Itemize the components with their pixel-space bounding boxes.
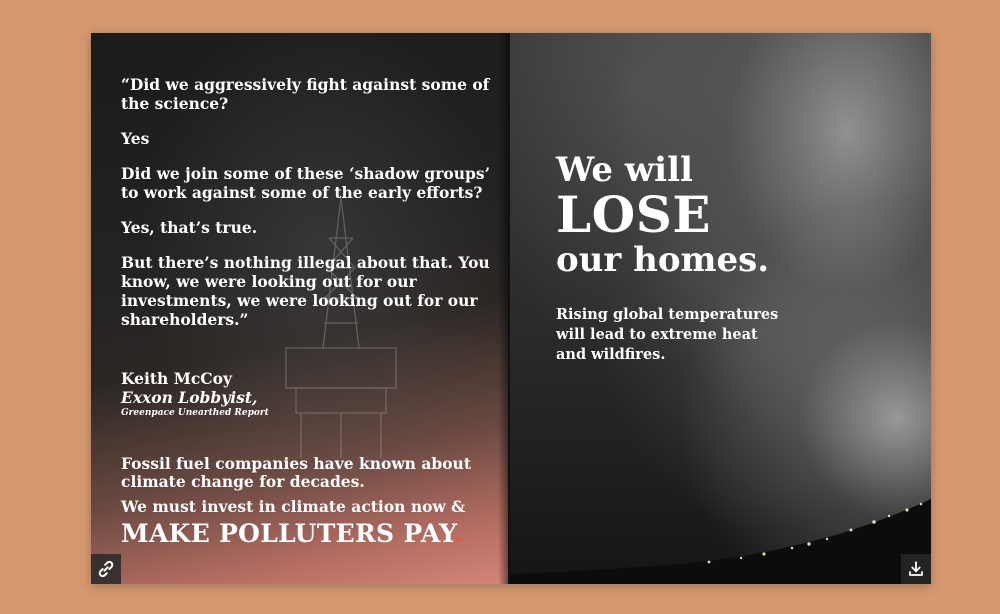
attribution-source: Greenpace Unearthed Report: [121, 408, 269, 418]
headline-line-2: LOSE: [556, 185, 711, 244]
quote-attribution: [121, 369, 269, 419]
headline-subtext: Rising global temperatures will lead to extreme heat and wildfires.: [556, 306, 779, 363]
wildfire-illustration: [509, 464, 931, 584]
call-to-action: [121, 455, 501, 550]
brochure-spread: [91, 33, 931, 584]
cta-slogan-text: MAKE POLLUTERS PAY: [121, 519, 455, 548]
download-button[interactable]: [901, 554, 931, 584]
quote-paragraph: Did we join some of these ‘shadow groups’ to work against some of the early efforts?: [121, 164, 490, 202]
quote-paragraph: “Did we aggressively fight against some of the science?: [121, 75, 490, 113]
cta-statement: Fossil fuel companies have known about climate change for decades.: [121, 454, 471, 491]
quote-paragraph: But there’s nothing illegal about that. You know, we were looking out for our investments, we were looking out for our shareholders.”: [121, 253, 490, 329]
headline-line-1: We will: [556, 150, 693, 190]
cta-invest-line: We must invest in climate action now &: [121, 497, 466, 516]
headline-line-3: our homes.: [556, 240, 770, 280]
download-icon: [907, 560, 925, 578]
copy-link-button[interactable]: [91, 554, 121, 584]
quote-paragraph: Yes: [121, 129, 150, 148]
link-icon: [96, 559, 116, 579]
headline: [556, 151, 769, 279]
left-page: [91, 33, 508, 584]
cta-slogan: [121, 518, 501, 550]
attribution-name: Keith McCoy: [121, 369, 232, 388]
quote-block: [121, 75, 491, 345]
right-page: [508, 33, 931, 584]
attribution-role: Exxon Lobbyist,: [121, 388, 258, 407]
quote-paragraph: Yes, that’s true.: [121, 218, 258, 237]
cta-slogan-dot: .: [454, 519, 464, 548]
